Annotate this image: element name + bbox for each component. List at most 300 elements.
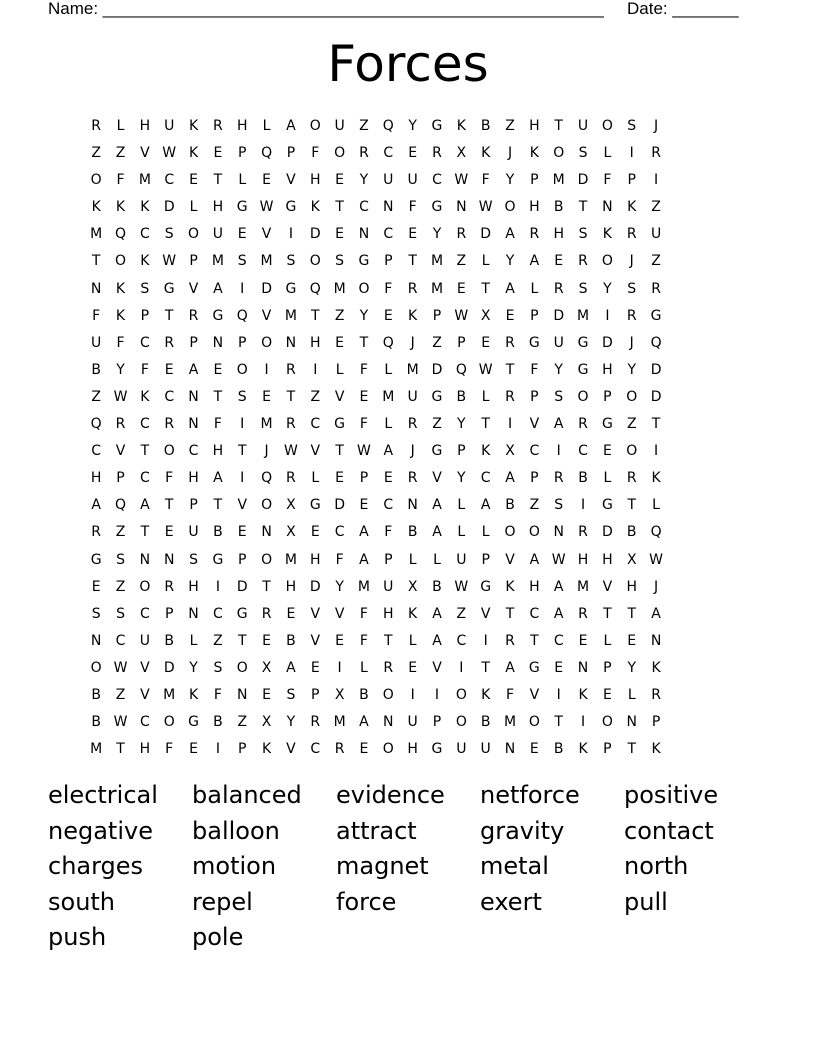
grid-cell[interactable]: F — [92, 307, 101, 324]
grid-cell[interactable]: P — [140, 307, 150, 324]
grid-cell[interactable]: O — [528, 714, 540, 731]
grid-cell[interactable]: D — [431, 361, 443, 378]
grid-cell[interactable]: Z — [456, 253, 467, 270]
grid-cell[interactable]: O — [261, 497, 273, 514]
grid-cell[interactable]: K — [408, 307, 418, 324]
grid-cell[interactable]: H — [236, 118, 248, 134]
grid-cell[interactable]: U — [334, 118, 345, 134]
grid-cell[interactable]: G — [577, 361, 589, 378]
grid-cell[interactable]: U — [164, 118, 175, 134]
grid-cell[interactable]: B — [213, 524, 223, 541]
grid-cell[interactable]: G — [285, 280, 297, 297]
grid-cell[interactable]: I — [215, 741, 220, 758]
grid-cell[interactable]: I — [580, 714, 586, 731]
grid-cell[interactable]: K — [456, 118, 466, 134]
grid-cell[interactable]: X — [261, 714, 272, 731]
grid-cell[interactable]: E — [335, 470, 345, 487]
grid-cell[interactable]: V — [602, 578, 613, 595]
grid-cell[interactable]: L — [408, 632, 417, 649]
grid-cell[interactable]: N — [188, 388, 199, 405]
grid-cell[interactable]: Y — [457, 470, 466, 487]
grid-cell[interactable]: H — [188, 578, 199, 595]
date-field[interactable]: Date: _______ — [627, 0, 739, 18]
grid-cell[interactable]: T — [262, 578, 271, 595]
grid-cell[interactable]: A — [505, 280, 515, 297]
grid-cell[interactable]: F — [359, 632, 368, 649]
grid-cell[interactable]: T — [213, 172, 223, 189]
grid-cell[interactable]: U — [212, 226, 224, 243]
grid-cell[interactable]: S — [140, 280, 150, 297]
grid-cell[interactable]: A — [213, 470, 223, 487]
grid-cell[interactable]: W — [454, 172, 469, 189]
grid-cell[interactable]: B — [91, 361, 101, 378]
grid-cell[interactable]: D — [650, 361, 662, 378]
grid-cell[interactable]: A — [140, 497, 150, 514]
grid-cell[interactable]: Q — [261, 470, 273, 487]
grid-cell[interactable]: L — [116, 118, 125, 134]
grid-cell[interactable]: T — [140, 524, 150, 541]
grid-cell[interactable]: M — [430, 280, 444, 297]
grid-cell[interactable]: V — [261, 226, 272, 243]
grid-cell[interactable]: R — [334, 741, 345, 758]
grid-cell[interactable]: E — [529, 741, 539, 758]
grid-cell[interactable]: Y — [603, 280, 612, 297]
grid-cell[interactable]: C — [480, 470, 491, 487]
grid-cell[interactable]: A — [553, 416, 564, 433]
grid-cell[interactable]: O — [90, 659, 102, 676]
grid-cell[interactable]: R — [115, 416, 126, 433]
grid-cell[interactable]: Q — [382, 118, 394, 134]
grid-cell[interactable]: R — [651, 686, 661, 703]
grid-cell[interactable]: C — [432, 172, 442, 189]
grid-cell[interactable]: G — [212, 551, 224, 568]
grid-cell[interactable]: H — [602, 551, 613, 568]
grid-cell[interactable]: C — [529, 605, 540, 622]
grid-cell[interactable]: R — [261, 605, 272, 622]
grid-cell[interactable]: G — [601, 416, 613, 433]
grid-cell[interactable]: Y — [408, 118, 417, 134]
grid-cell[interactable]: L — [384, 416, 393, 433]
grid-cell[interactable]: T — [237, 443, 247, 460]
grid-cell[interactable]: I — [654, 172, 659, 189]
grid-cell[interactable]: T — [116, 741, 125, 758]
grid-cell[interactable]: Q — [455, 361, 467, 378]
grid-cell[interactable]: Q — [90, 416, 102, 433]
grid-cell[interactable]: H — [383, 605, 394, 622]
grid-cell[interactable]: V — [310, 443, 321, 460]
grid-cell[interactable]: F — [165, 741, 174, 758]
grid-cell[interactable]: M — [260, 253, 273, 270]
grid-cell[interactable]: Y — [627, 659, 637, 676]
grid-cell[interactable]: P — [627, 172, 636, 189]
grid-cell[interactable]: L — [603, 632, 612, 649]
grid-cell[interactable]: F — [335, 551, 344, 568]
grid-cell[interactable]: Z — [456, 605, 467, 622]
grid-cell[interactable]: S — [213, 659, 223, 676]
grid-cell[interactable]: F — [140, 361, 149, 378]
grid-cell[interactable]: I — [240, 280, 245, 297]
grid-cell[interactable]: B — [505, 497, 515, 514]
grid-cell[interactable]: O — [139, 578, 151, 595]
grid-cell[interactable]: K — [481, 443, 491, 460]
grid-cell[interactable]: T — [335, 443, 344, 460]
grid-cell[interactable]: V — [237, 497, 248, 514]
grid-cell[interactable]: P — [530, 172, 539, 189]
grid-cell[interactable]: R — [456, 226, 467, 243]
grid-cell[interactable]: Y — [457, 416, 466, 433]
grid-cell[interactable]: R — [359, 145, 369, 162]
grid-cell[interactable]: O — [358, 280, 370, 297]
grid-cell[interactable]: C — [91, 443, 102, 460]
grid-cell[interactable]: O — [188, 226, 200, 243]
grid-cell[interactable]: H — [139, 118, 151, 134]
grid-cell[interactable]: R — [286, 361, 296, 378]
grid-cell[interactable]: G — [431, 199, 443, 216]
grid-cell[interactable]: M — [382, 388, 395, 405]
grid-cell[interactable]: E — [335, 172, 345, 189]
grid-cell[interactable]: L — [311, 470, 320, 487]
grid-cell[interactable]: J — [629, 253, 634, 270]
grid-cell[interactable]: R — [553, 470, 564, 487]
grid-cell[interactable]: R — [164, 416, 175, 433]
grid-cell[interactable]: B — [456, 388, 467, 405]
grid-cell[interactable]: C — [310, 416, 321, 433]
grid-cell[interactable]: P — [530, 388, 539, 405]
grid-cell[interactable]: D — [334, 497, 345, 514]
grid-cell[interactable]: O — [504, 199, 516, 216]
grid-cell[interactable]: I — [264, 361, 269, 378]
grid-cell[interactable]: P — [238, 145, 247, 162]
grid-cell[interactable]: K — [505, 578, 515, 595]
grid-cell[interactable]: C — [529, 443, 540, 460]
grid-cell[interactable]: G — [358, 253, 370, 270]
grid-cell[interactable]: D — [602, 334, 613, 351]
grid-cell[interactable]: V — [480, 605, 491, 622]
grid-cell[interactable]: G — [236, 605, 248, 622]
grid-cell[interactable]: C — [139, 605, 150, 622]
grid-cell[interactable]: D — [236, 578, 248, 595]
grid-cell[interactable]: T — [140, 443, 150, 460]
grid-cell[interactable]: H — [529, 199, 540, 216]
grid-cell[interactable]: J — [264, 443, 269, 460]
grid-cell[interactable]: K — [651, 470, 661, 487]
grid-cell[interactable]: E — [189, 172, 198, 189]
grid-cell[interactable]: A — [432, 524, 442, 541]
grid-cell[interactable]: A — [286, 118, 296, 134]
grid-cell[interactable]: T — [335, 199, 344, 216]
grid-cell[interactable]: N — [383, 714, 394, 731]
grid-cell[interactable]: W — [113, 714, 128, 731]
grid-cell[interactable]: E — [408, 145, 418, 162]
grid-cell[interactable]: J — [654, 118, 659, 134]
grid-cell[interactable]: X — [480, 307, 491, 324]
grid-cell[interactable]: S — [578, 280, 588, 297]
grid-cell[interactable]: I — [483, 632, 488, 649]
grid-cell[interactable]: S — [554, 497, 564, 514]
grid-cell[interactable]: P — [311, 686, 320, 703]
grid-cell[interactable]: J — [507, 145, 513, 162]
grid-cell[interactable]: H — [310, 172, 321, 189]
grid-cell[interactable]: N — [188, 416, 199, 433]
grid-cell[interactable]: R — [188, 307, 199, 324]
grid-cell[interactable]: W — [113, 388, 128, 405]
grid-cell[interactable]: Z — [91, 145, 101, 162]
grid-cell[interactable]: V — [432, 470, 442, 487]
grid-cell[interactable]: U — [456, 741, 467, 758]
grid-cell[interactable]: E — [213, 145, 223, 162]
grid-cell[interactable]: E — [602, 443, 612, 460]
grid-cell[interactable]: O — [601, 714, 613, 731]
grid-cell[interactable]: H — [212, 199, 224, 216]
grid-cell[interactable]: M — [260, 416, 273, 433]
grid-cell[interactable]: N — [90, 632, 102, 649]
grid-cell[interactable]: N — [212, 334, 224, 351]
grid-cell[interactable]: K — [261, 741, 272, 758]
grid-cell[interactable]: A — [529, 551, 540, 568]
grid-cell[interactable]: W — [454, 307, 469, 324]
grid-cell[interactable]: Y — [116, 361, 125, 378]
grid-cell[interactable]: A — [432, 605, 442, 622]
grid-cell[interactable]: O — [553, 145, 565, 162]
grid-cell[interactable]: G — [431, 741, 443, 758]
grid-cell[interactable]: K — [140, 388, 150, 405]
grid-cell[interactable]: I — [605, 307, 610, 324]
grid-cell[interactable]: Z — [651, 253, 661, 270]
grid-cell[interactable]: F — [311, 145, 320, 162]
grid-cell[interactable]: E — [359, 388, 369, 405]
grid-cell[interactable]: H — [577, 551, 589, 568]
grid-cell[interactable]: S — [554, 388, 564, 405]
grid-cell[interactable]: H — [310, 551, 321, 568]
grid-cell[interactable]: M — [284, 307, 297, 324]
grid-cell[interactable]: K — [602, 226, 612, 243]
grid-cell[interactable]: B — [626, 524, 637, 541]
grid-cell[interactable]: T — [408, 253, 417, 270]
grid-cell[interactable]: B — [91, 686, 101, 703]
grid-cell[interactable]: L — [384, 361, 393, 378]
grid-cell[interactable]: R — [578, 524, 588, 541]
grid-cell[interactable]: E — [335, 334, 345, 351]
grid-cell[interactable]: N — [456, 199, 467, 216]
grid-cell[interactable]: A — [651, 605, 661, 622]
grid-cell[interactable]: M — [138, 172, 151, 189]
grid-cell[interactable]: D — [309, 226, 321, 243]
grid-cell[interactable]: O — [455, 686, 467, 703]
grid-cell[interactable]: T — [481, 416, 490, 433]
grid-cell[interactable]: E — [602, 686, 612, 703]
grid-cell[interactable]: P — [432, 714, 442, 731]
grid-cell[interactable]: O — [382, 686, 394, 703]
grid-cell[interactable]: A — [432, 632, 442, 649]
grid-cell[interactable]: Y — [359, 307, 369, 324]
grid-cell[interactable]: F — [165, 470, 174, 487]
grid-cell[interactable]: R — [91, 524, 102, 541]
grid-cell[interactable]: A — [383, 443, 394, 460]
grid-cell[interactable]: D — [261, 280, 272, 297]
grid-cell[interactable]: O — [334, 145, 346, 162]
grid-cell[interactable]: J — [410, 334, 415, 351]
grid-cell[interactable]: J — [629, 334, 634, 351]
grid-cell[interactable]: M — [211, 253, 224, 270]
grid-cell[interactable]: O — [236, 659, 248, 676]
grid-cell[interactable]: Z — [529, 497, 540, 514]
grid-cell[interactable]: N — [504, 741, 516, 758]
grid-cell[interactable]: C — [310, 741, 321, 758]
grid-cell[interactable]: K — [529, 145, 539, 162]
grid-cell[interactable]: V — [140, 145, 150, 162]
grid-cell[interactable]: K — [188, 118, 199, 134]
grid-cell[interactable]: P — [359, 470, 369, 487]
grid-cell[interactable]: F — [359, 361, 368, 378]
grid-cell[interactable]: S — [189, 551, 198, 568]
grid-cell[interactable]: I — [288, 226, 293, 243]
grid-cell[interactable]: O — [626, 388, 638, 405]
grid-cell[interactable]: A — [480, 497, 491, 514]
grid-cell[interactable]: U — [139, 632, 150, 649]
grid-cell[interactable]: T — [481, 280, 490, 297]
grid-cell[interactable]: E — [359, 741, 369, 758]
grid-cell[interactable]: J — [654, 578, 659, 595]
grid-cell[interactable]: S — [578, 226, 588, 243]
grid-cell[interactable]: E — [383, 470, 393, 487]
grid-cell[interactable]: Z — [626, 416, 637, 433]
grid-cell[interactable]: K — [408, 605, 418, 622]
grid-cell[interactable]: H — [529, 578, 540, 595]
grid-cell[interactable]: K — [310, 199, 320, 216]
grid-cell[interactable]: A — [213, 280, 223, 297]
grid-cell[interactable]: N — [553, 524, 564, 541]
grid-cell[interactable]: U — [480, 741, 491, 758]
grid-cell[interactable]: F — [408, 199, 417, 216]
grid-cell[interactable]: E — [554, 253, 564, 270]
grid-cell[interactable]: E — [262, 172, 271, 189]
grid-cell[interactable]: C — [188, 443, 199, 460]
grid-cell[interactable]: U — [383, 172, 394, 189]
grid-cell[interactable]: W — [162, 145, 177, 162]
grid-cell[interactable]: L — [627, 686, 636, 703]
grid-cell[interactable]: W — [357, 443, 371, 460]
grid-cell[interactable]: L — [603, 470, 612, 487]
grid-cell[interactable]: Z — [432, 334, 442, 351]
grid-cell[interactable]: D — [650, 388, 662, 405]
grid-cell[interactable]: G — [163, 280, 175, 297]
grid-cell[interactable]: U — [407, 714, 418, 731]
grid-cell[interactable]: C — [139, 226, 150, 243]
grid-cell[interactable]: Q — [650, 524, 662, 541]
grid-cell[interactable]: T — [286, 388, 296, 405]
grid-cell[interactable]: W — [284, 443, 298, 460]
grid-cell[interactable]: Y — [286, 714, 296, 731]
grid-cell[interactable]: F — [603, 172, 612, 189]
grid-cell[interactable]: O — [261, 551, 273, 568]
grid-cell[interactable]: V — [115, 443, 126, 460]
grid-cell[interactable]: E — [408, 226, 418, 243]
grid-cell[interactable]: E — [456, 280, 466, 297]
grid-cell[interactable]: G — [431, 388, 443, 405]
grid-cell[interactable]: R — [626, 470, 637, 487]
grid-cell[interactable]: G — [236, 199, 248, 216]
grid-cell[interactable]: L — [603, 145, 612, 162]
grid-cell[interactable]: L — [481, 253, 490, 270]
grid-cell[interactable]: F — [384, 524, 393, 541]
grid-cell[interactable]: Z — [310, 388, 321, 405]
grid-cell[interactable]: R — [651, 280, 661, 297]
grid-cell[interactable]: R — [505, 388, 515, 405]
grid-cell[interactable]: V — [310, 605, 321, 622]
grid-cell[interactable]: A — [359, 524, 369, 541]
grid-cell[interactable]: E — [335, 632, 345, 649]
grid-cell[interactable]: Z — [115, 686, 126, 703]
grid-cell[interactable]: B — [359, 686, 369, 703]
grid-cell[interactable]: C — [578, 443, 588, 460]
grid-cell[interactable]: W — [478, 199, 493, 216]
grid-cell[interactable]: M — [284, 551, 297, 568]
grid-cell[interactable]: I — [507, 416, 513, 433]
grid-cell[interactable]: E — [310, 524, 320, 541]
grid-cell[interactable]: B — [578, 470, 588, 487]
grid-cell[interactable]: Q — [309, 280, 321, 297]
grid-cell[interactable]: L — [433, 551, 441, 568]
grid-cell[interactable]: E — [481, 334, 491, 351]
grid-cell[interactable]: F — [213, 416, 222, 433]
grid-cell[interactable]: X — [626, 551, 637, 568]
grid-cell[interactable]: V — [432, 659, 442, 676]
grid-cell[interactable]: P — [651, 714, 661, 731]
grid-cell[interactable]: H — [407, 741, 418, 758]
grid-cell[interactable]: C — [139, 714, 150, 731]
grid-cell[interactable]: B — [213, 714, 223, 731]
grid-cell[interactable]: O — [163, 443, 175, 460]
grid-cell[interactable]: L — [238, 172, 247, 189]
grid-cell[interactable]: G — [601, 497, 613, 514]
grid-cell[interactable]: R — [407, 416, 418, 433]
grid-cell[interactable]: X — [286, 524, 296, 541]
grid-cell[interactable]: Y — [627, 361, 637, 378]
grid-cell[interactable]: O — [601, 253, 613, 270]
grid-cell[interactable]: F — [384, 280, 393, 297]
grid-cell[interactable]: N — [407, 497, 418, 514]
grid-cell[interactable]: C — [553, 632, 564, 649]
grid-cell[interactable]: P — [116, 470, 125, 487]
grid-cell[interactable]: Z — [115, 524, 126, 541]
grid-cell[interactable]: Z — [334, 307, 345, 324]
grid-cell[interactable]: Y — [359, 172, 369, 189]
grid-cell[interactable]: W — [478, 361, 493, 378]
grid-cell[interactable]: H — [310, 334, 321, 351]
grid-cell[interactable]: U — [407, 172, 418, 189]
grid-cell[interactable]: S — [91, 605, 101, 622]
grid-cell[interactable]: S — [164, 226, 174, 243]
grid-cell[interactable]: I — [215, 578, 220, 595]
grid-cell[interactable]: T — [481, 659, 490, 676]
grid-cell[interactable]: R — [626, 307, 637, 324]
grid-cell[interactable]: A — [188, 361, 199, 378]
grid-cell[interactable]: O — [601, 118, 613, 134]
grid-cell[interactable]: K — [115, 307, 126, 324]
grid-cell[interactable]: I — [410, 686, 415, 703]
grid-cell[interactable]: E — [286, 605, 296, 622]
grid-cell[interactable]: C — [164, 388, 175, 405]
grid-cell[interactable]: G — [577, 334, 589, 351]
grid-cell[interactable]: T — [384, 632, 393, 649]
grid-cell[interactable]: Q — [382, 334, 394, 351]
grid-cell[interactable]: C — [383, 226, 394, 243]
grid-cell[interactable]: G — [528, 334, 540, 351]
grid-cell[interactable]: Q — [115, 497, 127, 514]
grid-cell[interactable]: R — [286, 470, 296, 487]
grid-cell[interactable]: M — [357, 578, 370, 595]
grid-cell[interactable]: P — [238, 551, 247, 568]
